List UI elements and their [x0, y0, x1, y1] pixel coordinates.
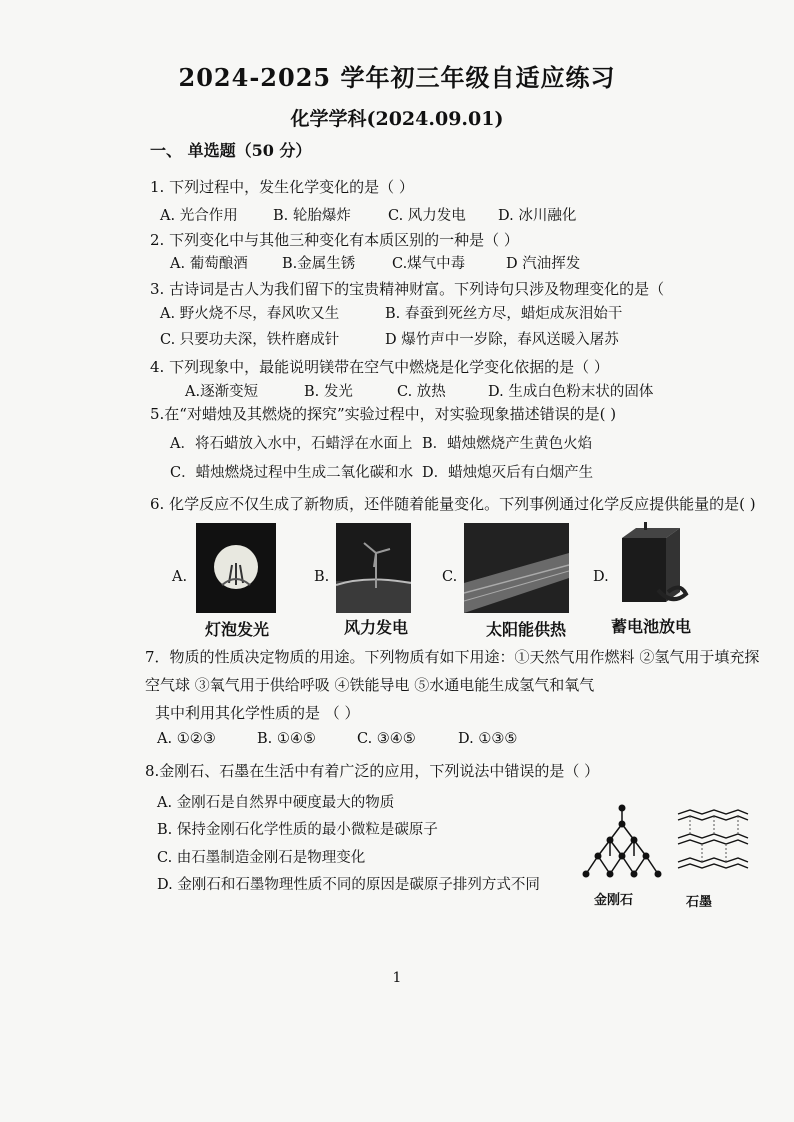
diamond-lattice-icon [576, 800, 668, 888]
question-7-option-d: D. ①③⑤ [458, 731, 518, 747]
solar-heater-icon [464, 523, 569, 613]
bulb-image [196, 523, 276, 613]
battery-image [614, 520, 692, 614]
question-6-stem: 6. 化学反应不仅生成了新物质，还伴随着能量变化。下列事例通过化学反应提供能量的是( ) [150, 495, 756, 513]
question-3-option-d: D 爆竹声中一岁除，春风送暖入屠苏 [385, 332, 619, 348]
question-2-option-c: C.煤气中毒 [392, 256, 466, 272]
page-number: 1 [392, 970, 402, 986]
question-8-stem: 8.金刚石、石墨在生活中有着广泛的应用，下列说法中错误的是（ ） [145, 762, 600, 780]
question-1-option-b: B. 轮胎爆炸 [273, 208, 351, 224]
question-5-option-d: D．蜡烛熄灭后有白烟产生 [422, 465, 594, 481]
diamond-label: 金刚石 [594, 893, 634, 908]
page-subtitle: 化学学科(2024.09.01) [290, 108, 504, 130]
question-3-option-c: C. 只要功夫深，铁杵磨成针 [160, 332, 340, 348]
diamond-structure [576, 800, 668, 888]
question-5-stem: 5.在“对蜡烛及其燃烧的探究”实验过程中，对实验现象描述错误的是( ) [150, 405, 617, 423]
question-6-letter-b: B. [314, 569, 330, 585]
question-4-option-b: B. 发光 [304, 384, 353, 400]
question-3-stem: 3. 古诗词是古人为我们留下的宝贵精神财富。下列诗句只涉及物理变化的是（ [150, 280, 665, 298]
question-1-option-d: D. 冰川融化 [498, 208, 577, 224]
question-7-option-a: A. ①②③ [157, 731, 216, 747]
wind-image [336, 523, 411, 613]
solar-image [464, 523, 569, 613]
caption-b: 风力发电 [344, 618, 409, 637]
question-8-option-d: D. 金刚石和石墨物理性质不同的原因是碳原子排列方式不同 [157, 877, 540, 893]
wind-turbine-icon [336, 523, 411, 613]
question-7-option-b: B. ①④⑤ [257, 731, 316, 747]
caption-d: 蓄电池放电 [611, 617, 692, 636]
question-5-option-c: C．蜡烛燃烧过程中生成二氧化碳和水 [170, 465, 414, 481]
question-8-option-a: A. 金刚石是自然界中硬度最大的物质 [157, 795, 395, 811]
question-1-stem: 1. 下列过程中，发生化学变化的是（ ） [150, 178, 414, 196]
graphite-layers-icon [676, 806, 750, 886]
question-1-option-a: A. 光合作用 [160, 208, 238, 224]
bulb-icon [196, 523, 276, 613]
question-7-option-c: C. ③④⑤ [357, 731, 416, 747]
question-3-option-b: B. 春蚕到死丝方尽，蜡炬成灰泪始干 [385, 306, 623, 322]
question-5-option-b: B．蜡烛燃烧产生黄色火焰 [422, 436, 593, 452]
question-7-line-1: 7．物质的性质决定物质的用途。下列物质有如下用途：①天然气用作燃料 ②氢气用于填充探 [145, 648, 760, 666]
question-7-line-3: 其中利用其化学性质的是 （ ） [155, 704, 360, 722]
question-2-option-d: D 汽油挥发 [506, 256, 581, 272]
question-3-option-a: A. 野火烧不尽，春风吹又生 [160, 306, 340, 322]
question-5-option-a: A．将石蜡放入水中，石蜡浮在水面上 [170, 436, 413, 452]
graphite-structure [676, 806, 750, 886]
question-4-option-c: C. 放热 [397, 384, 446, 400]
battery-icon [614, 520, 692, 614]
caption-a: 灯泡发光 [205, 620, 270, 639]
question-2-option-a: A. 葡萄酿酒 [170, 256, 248, 272]
section-heading: 一、 单选题（50 分） [150, 141, 312, 160]
graphite-label: 石墨 [686, 895, 713, 910]
question-6-letter-a: A. [172, 569, 188, 585]
question-4-option-a: A.逐渐变短 [185, 384, 259, 400]
question-6-letter-d: D. [593, 569, 609, 585]
question-7-line-2: 空气球 ③氧气用于供给呼吸 ④铁能导电 ⑤水通电能生成氢气和氧气 [145, 676, 595, 694]
page-title: 2024-2025 学年初三年级自适应练习 [178, 63, 616, 92]
question-4-option-d: D. 生成白色粉末状的固体 [488, 384, 654, 400]
question-1-option-c: C. 风力发电 [388, 208, 466, 224]
question-2-stem: 2. 下列变化中与其他三种变化有本质区别的一种是（ ） [150, 231, 519, 249]
question-8-option-c: C. 由石墨制造金刚石是物理变化 [157, 850, 366, 866]
question-4-stem: 4. 下列现象中，最能说明镁带在空气中燃烧是化学变化依据的是（ ） [150, 358, 609, 376]
question-6-letter-c: C. [442, 569, 458, 585]
question-2-option-b: B.金属生锈 [282, 256, 356, 272]
caption-c: 太阳能供热 [486, 620, 567, 639]
question-8-option-b: B. 保持金刚石化学性质的最小微粒是碳原子 [157, 822, 438, 838]
